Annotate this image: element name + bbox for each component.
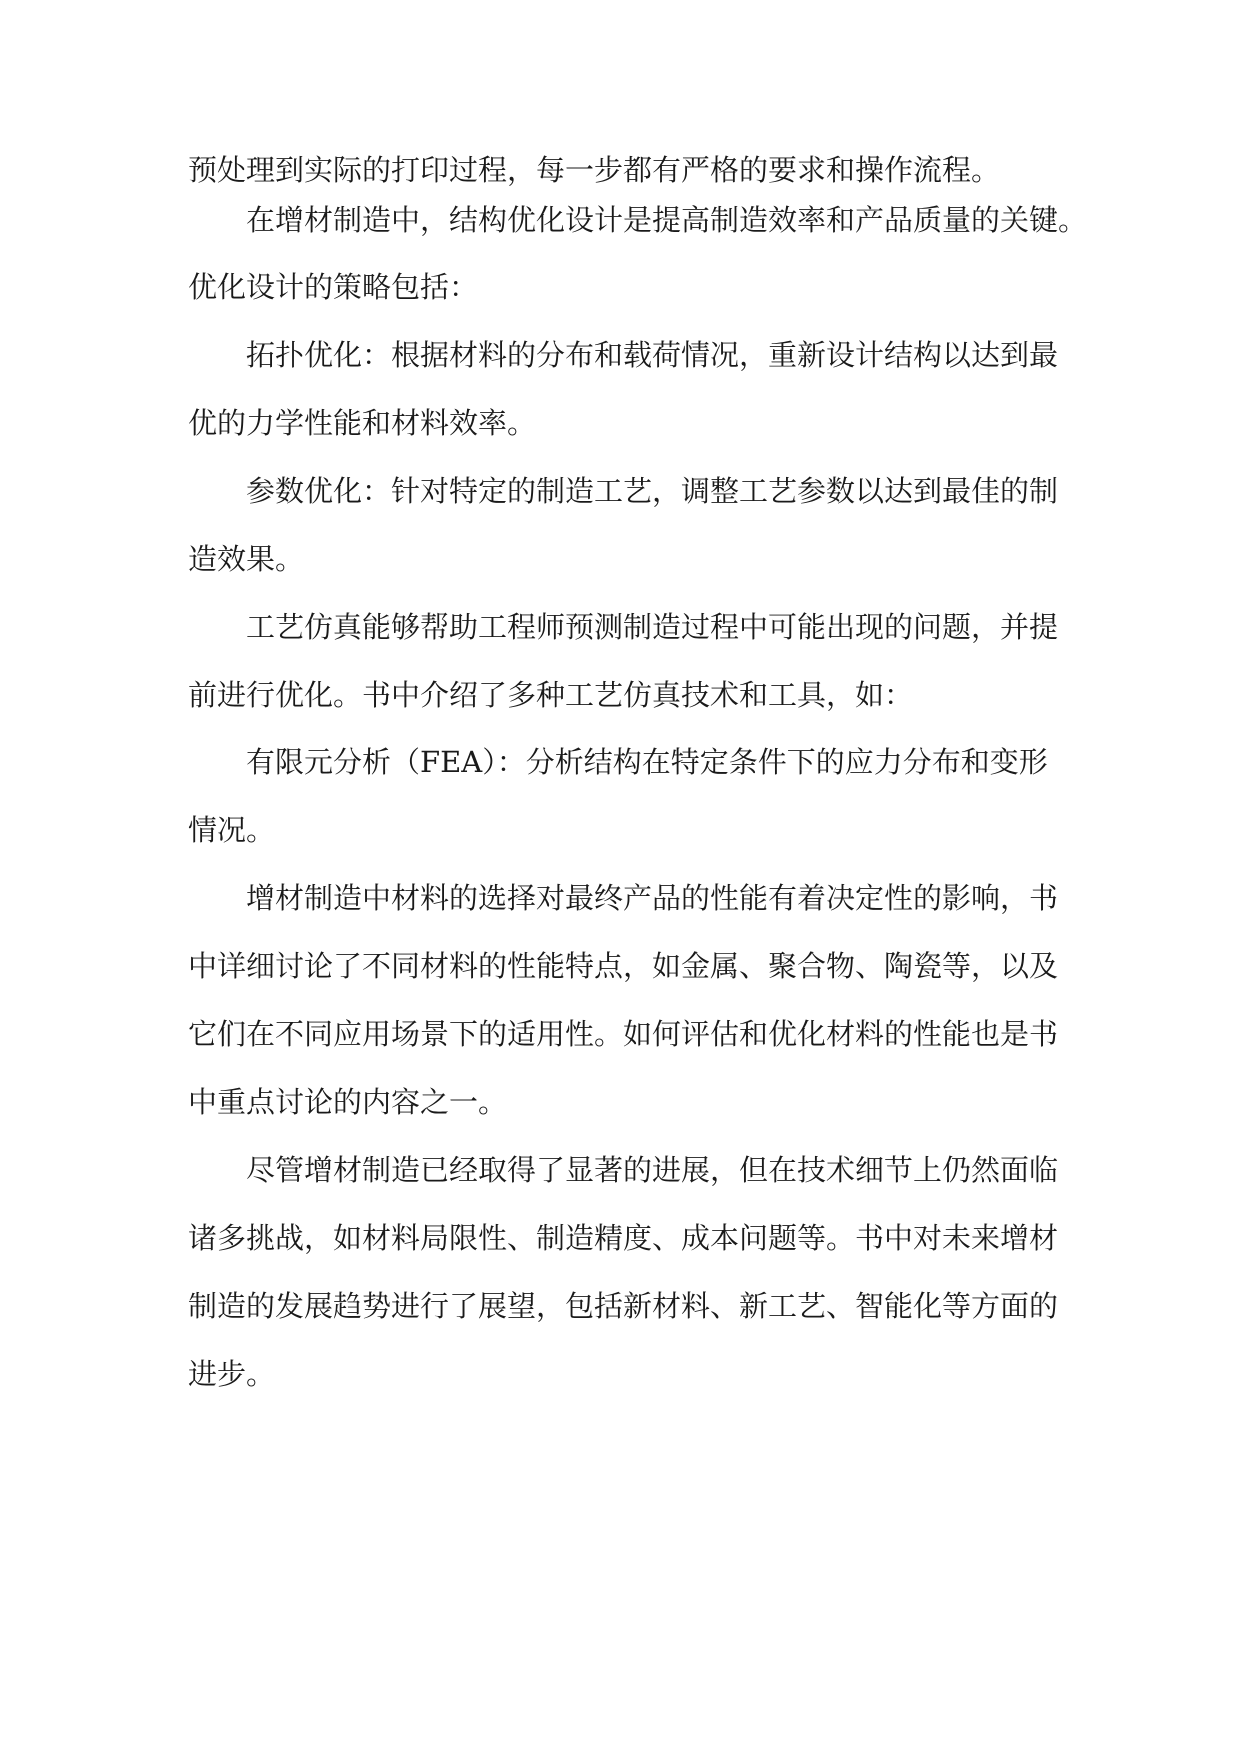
paragraph-first-line: 尽管增材制造已经取得了显著的进展，但在技术细节上仍然面临: [246, 1153, 1059, 1187]
text-line: 造效果。: [188, 542, 305, 576]
paragraph-first-line: 拓扑优化：根据材料的分布和载荷情况，重新设计结构以达到最: [246, 338, 1059, 372]
text-line: 优化设计的策略包括：: [188, 270, 479, 304]
text-line: 优的力学性能和材料效率。: [188, 406, 537, 440]
paragraph-first-line: 增材制造中材料的选择对最终产品的性能有着决定性的影响，书: [246, 881, 1059, 915]
text-line: 制造的发展趋势进行了展望，包括新材料、新工艺、智能化等方面的: [188, 1289, 1059, 1323]
paragraph-first-line: 工艺仿真能够帮助工程师预测制造过程中可能出现的问题，并提: [246, 610, 1059, 644]
text-line: 情况。: [188, 813, 276, 847]
text-line: 中详细讨论了不同材料的性能特点，如金属、聚合物、陶瓷等，以及: [188, 949, 1059, 983]
text-line: 前进行优化。书中介绍了多种工艺仿真技术和工具，如：: [188, 678, 914, 712]
text-line: 中重点讨论的内容之一。: [188, 1085, 508, 1119]
paragraph-first-line: 在增材制造中，结构优化设计是提高制造效率和产品质量的关键。: [246, 203, 1088, 237]
text-line: 诸多挑战，如材料局限性、制造精度、成本问题等。书中对未来增材: [188, 1221, 1059, 1255]
paragraph-first-line: 有限元分析（FEA）：分析结构在特定条件下的应力分布和变形: [246, 745, 1048, 779]
text-line: 预处理到实际的打印过程，每一步都有严格的要求和操作流程。: [188, 153, 1001, 187]
text-line: 它们在不同应用场景下的适用性。如何评估和优化材料的性能也是书: [188, 1017, 1059, 1051]
text-line: 进步。: [188, 1357, 276, 1391]
paragraph-first-line: 参数优化：针对特定的制造工艺，调整工艺参数以达到最佳的制: [246, 474, 1059, 508]
